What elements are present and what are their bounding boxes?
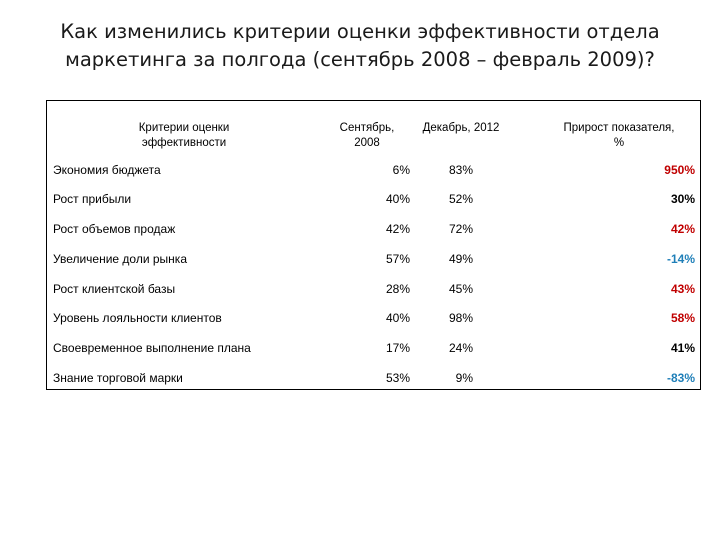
slide-title: Как изменились критерии оценки эффективности отдела маркетинга за полгода (сентябрь 2008 – февраль 2009)? xyxy=(60,20,660,71)
december-cell: 49% xyxy=(448,252,473,266)
criteria-table xyxy=(46,100,701,390)
september-cell: 42% xyxy=(385,222,410,236)
growth-cell: 43% xyxy=(670,282,695,296)
criterion-cell: Знание торговой марки xyxy=(53,371,183,385)
growth-cell: 950% xyxy=(664,163,695,177)
growth-cell: 41% xyxy=(670,341,695,355)
criterion-cell: Своевременное выполнение плана xyxy=(53,341,251,355)
december-cell: 45% xyxy=(448,282,473,296)
september-cell: 6% xyxy=(392,163,410,177)
september-cell: 28% xyxy=(385,282,410,296)
september-cell: 40% xyxy=(385,311,410,325)
criterion-cell: Экономия бюджета xyxy=(53,163,161,177)
september-cell: 53% xyxy=(385,371,410,385)
criterion-cell: Рост клиентской базы xyxy=(53,282,176,296)
criterion-cell: Рост объемов продаж xyxy=(53,222,176,236)
growth-cell: -83% xyxy=(666,371,695,385)
september-cell: 40% xyxy=(385,192,410,206)
december-cell: 24% xyxy=(448,341,473,355)
growth-cell: -14% xyxy=(666,252,695,266)
criterion-cell: Уровень лояльности клиентов xyxy=(53,311,222,325)
growth-cell: 42% xyxy=(670,222,695,236)
december-cell: 9% xyxy=(455,371,473,385)
growth-cell: 30% xyxy=(670,192,695,206)
header-december: Декабрь, 2012 xyxy=(422,122,500,134)
december-cell: 52% xyxy=(448,192,473,206)
december-cell: 98% xyxy=(448,311,473,325)
header-criteria: Критерии оценки эффективности xyxy=(138,122,230,149)
september-cell: 17% xyxy=(385,341,410,355)
december-cell: 72% xyxy=(448,222,473,236)
criterion-cell: Увеличение доли рынка xyxy=(53,252,187,266)
december-cell: 83% xyxy=(448,163,473,177)
criterion-cell: Рост прибыли xyxy=(53,192,132,206)
header-september: Сентябрь, 2008 xyxy=(339,122,395,149)
header-growth: Прирост показателя, % xyxy=(563,122,675,149)
september-cell: 57% xyxy=(385,252,410,266)
growth-cell: 58% xyxy=(670,311,695,325)
